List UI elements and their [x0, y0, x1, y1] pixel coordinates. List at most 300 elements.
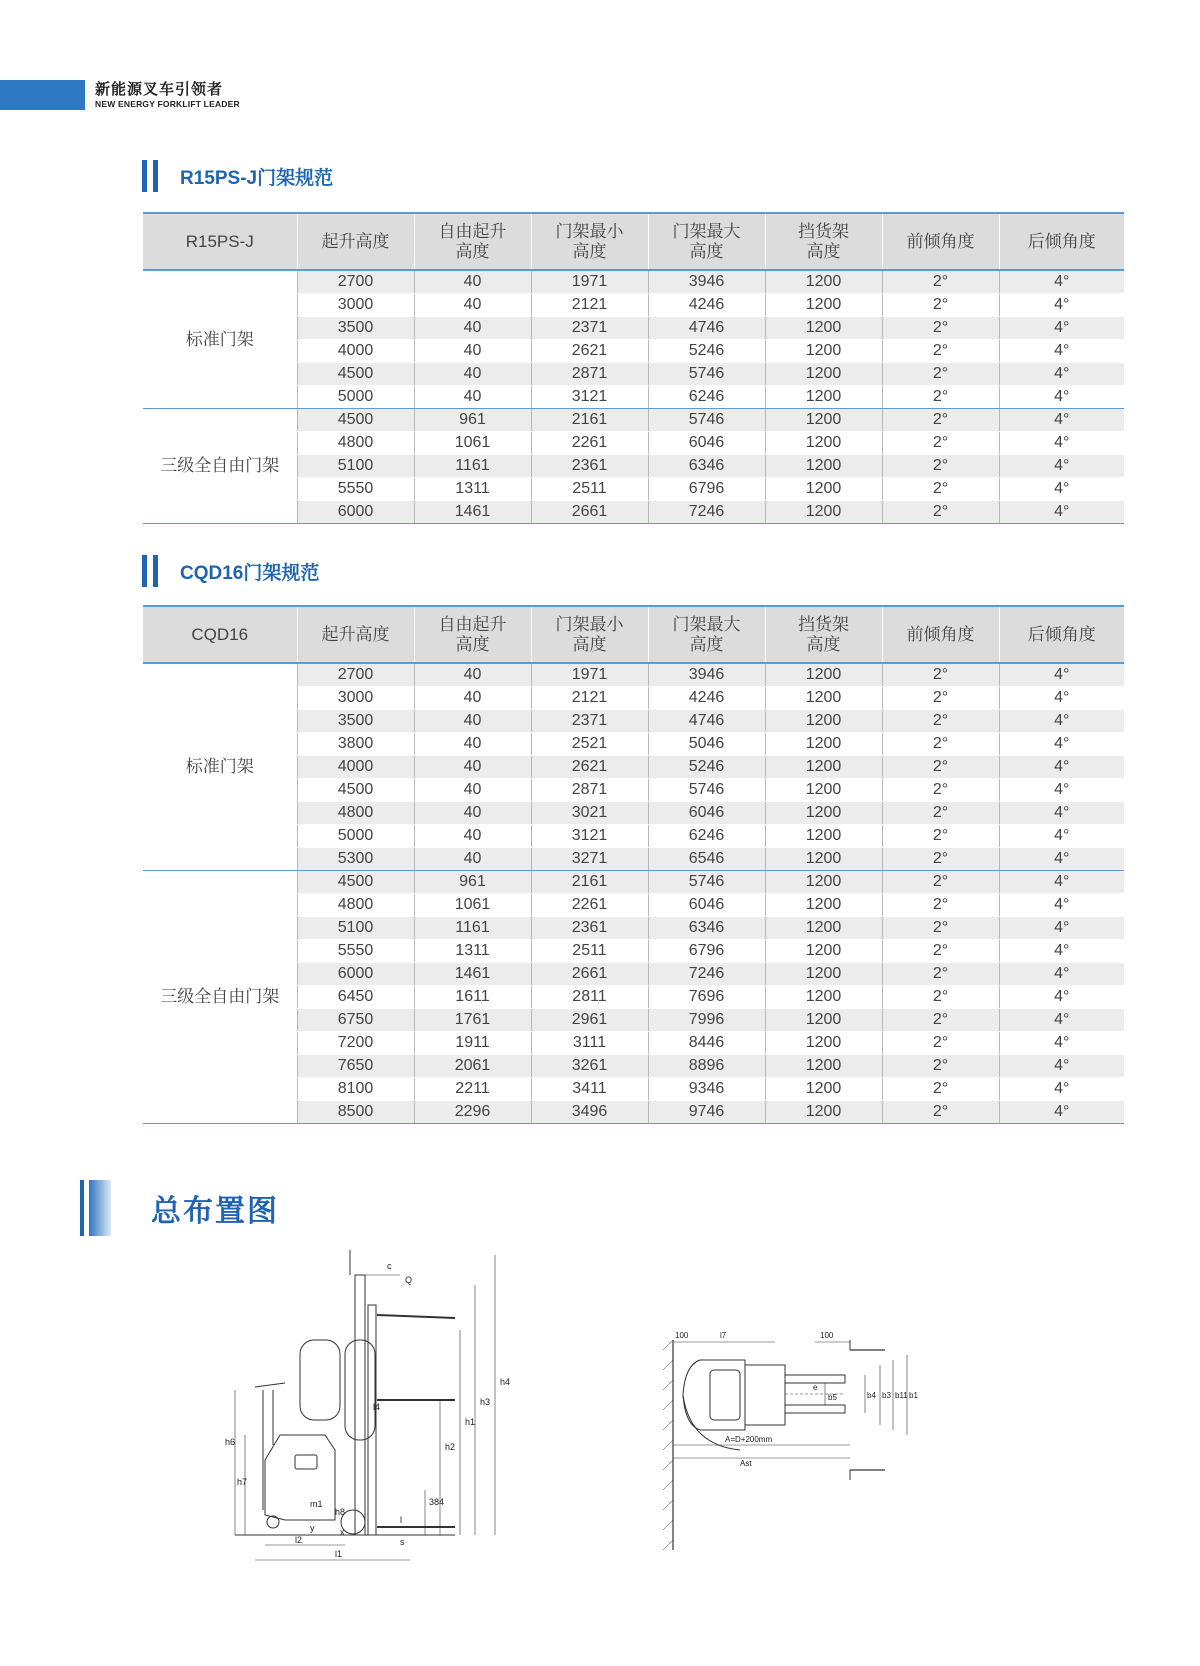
table-cell: 2° — [882, 339, 999, 362]
table-cell: 1200 — [765, 293, 882, 316]
table-cell: 1611 — [414, 985, 531, 1008]
table-cell: 2296 — [414, 1100, 531, 1123]
section-heading-r15ps — [142, 160, 333, 192]
table-cell: 2° — [882, 916, 999, 939]
table-cell: 1200 — [765, 709, 882, 732]
table-cell: 961 — [414, 408, 531, 431]
table-cell: 6046 — [648, 431, 765, 454]
fork-left — [785, 1375, 845, 1383]
label-l4: l4 — [373, 1402, 381, 1412]
table-cell: 4° — [999, 801, 1124, 824]
wall-hatch — [663, 1340, 673, 1550]
table-cell: 2621 — [531, 755, 648, 778]
table-cell: 4° — [999, 431, 1124, 454]
table-cell: 8446 — [648, 1031, 765, 1054]
table-cell: 2511 — [531, 477, 648, 500]
table-cell: 40 — [414, 293, 531, 316]
table-cell: 40 — [414, 801, 531, 824]
column-header: 挡货架 高度 — [765, 606, 882, 663]
column-header: 门架最小 高度 — [531, 606, 648, 663]
label-b11: b11 — [895, 1391, 908, 1400]
table-cell: 2° — [882, 801, 999, 824]
table-cell: 4° — [999, 916, 1124, 939]
table-cell: 2° — [882, 893, 999, 916]
table-cell: 5550 — [297, 477, 414, 500]
table-cell: 4500 — [297, 362, 414, 385]
table-cell: 4° — [999, 1031, 1124, 1054]
table-cell: 2° — [882, 385, 999, 408]
table-cell: 2° — [882, 1031, 999, 1054]
brand-slogan-en: NEW ENERGY FORKLIFT LEADER — [95, 99, 240, 109]
table-cell: 2871 — [531, 778, 648, 801]
table-cell: 40 — [414, 778, 531, 801]
table-cell: 2° — [882, 663, 999, 686]
table-row — [143, 408, 1124, 431]
heading-bars-icon — [80, 1180, 111, 1236]
table-cell: 5746 — [648, 362, 765, 385]
label-l2: l2 — [295, 1535, 303, 1545]
table-cell: 2° — [882, 1077, 999, 1100]
backrest-outline — [345, 1340, 375, 1440]
table-cell: 2371 — [531, 316, 648, 339]
table-cell: 40 — [414, 686, 531, 709]
table-cell: 1200 — [765, 686, 882, 709]
table-cell: 6046 — [648, 893, 765, 916]
table-cell: 40 — [414, 316, 531, 339]
table-cell: 5246 — [648, 339, 765, 362]
label-c: c — [387, 1261, 392, 1271]
table-cell: 5100 — [297, 916, 414, 939]
table-cell: 2371 — [531, 709, 648, 732]
table-cell: 2661 — [531, 962, 648, 985]
label-l1: l1 — [335, 1549, 343, 1559]
table-cell: 3500 — [297, 709, 414, 732]
table-cell: 2° — [882, 1100, 999, 1123]
column-header: 自由起升 高度 — [414, 213, 531, 270]
column-header: 门架最大 高度 — [648, 606, 765, 663]
table-cell: 1200 — [765, 1008, 882, 1031]
table-row — [143, 270, 1124, 293]
table-cell: 1200 — [765, 1031, 882, 1054]
table-cell: 4246 — [648, 293, 765, 316]
label-e: e — [813, 1383, 818, 1392]
operator-compartment — [710, 1370, 740, 1420]
table-cell: 2261 — [531, 893, 648, 916]
table-cell: 6750 — [297, 1008, 414, 1031]
table-cell: 4° — [999, 1100, 1124, 1123]
table-cell: 3946 — [648, 270, 765, 293]
table-cell: 4° — [999, 870, 1124, 893]
table-cell: 4° — [999, 477, 1124, 500]
label-y: y — [310, 1523, 315, 1533]
table-cell: 7996 — [648, 1008, 765, 1031]
table-cell: 4° — [999, 686, 1124, 709]
table-cell: 2061 — [414, 1054, 531, 1077]
table-cell: 1971 — [531, 663, 648, 686]
table-cell: 1200 — [765, 985, 882, 1008]
table-cell: 4° — [999, 709, 1124, 732]
table-cell: 4° — [999, 663, 1124, 686]
table-cell: 1200 — [765, 939, 882, 962]
table-cell: 40 — [414, 847, 531, 870]
table-cell: 2° — [882, 1054, 999, 1077]
table-cell: 5246 — [648, 755, 765, 778]
table-cell: 3500 — [297, 316, 414, 339]
table-cell: 2° — [882, 847, 999, 870]
table-cell: 6246 — [648, 824, 765, 847]
table-cell: 40 — [414, 270, 531, 293]
table-cell: 4° — [999, 732, 1124, 755]
table-cell: 2° — [882, 1008, 999, 1031]
table-cell: 4° — [999, 339, 1124, 362]
table-cell: 2° — [882, 431, 999, 454]
table-cell: 7696 — [648, 985, 765, 1008]
column-header: 前倾角度 — [882, 213, 999, 270]
mast-spec-table-cqd16 — [143, 605, 1124, 1124]
fork-right — [785, 1405, 845, 1413]
table-cell: 4° — [999, 408, 1124, 431]
table-cell: 40 — [414, 709, 531, 732]
table-cell: 1200 — [765, 801, 882, 824]
label-q: Q — [405, 1275, 413, 1285]
label-100-right: 100 — [820, 1331, 834, 1340]
truck-body — [265, 1435, 335, 1520]
table-cell: 4800 — [297, 431, 414, 454]
table-cell: 2° — [882, 477, 999, 500]
table-cell: 4° — [999, 500, 1124, 523]
table-cell: 5550 — [297, 939, 414, 962]
table-cell: 2° — [882, 293, 999, 316]
label-a-dim: A=D+200mm — [725, 1435, 773, 1444]
table-cell: 8500 — [297, 1100, 414, 1123]
table-cell: 2° — [882, 824, 999, 847]
table-cell: 1461 — [414, 962, 531, 985]
table-cell: 7200 — [297, 1031, 414, 1054]
table-cell: 4246 — [648, 686, 765, 709]
table-cell: 1200 — [765, 454, 882, 477]
table-cell: 4° — [999, 316, 1124, 339]
table-cell: 4° — [999, 778, 1124, 801]
table-cell: 4° — [999, 1054, 1124, 1077]
table-cell: 1971 — [531, 270, 648, 293]
table-cell: 2° — [882, 362, 999, 385]
mast-type-cell: 标准门架 — [143, 270, 297, 408]
table-cell: 4500 — [297, 778, 414, 801]
table-cell: 4746 — [648, 316, 765, 339]
column-header: 门架最小 高度 — [531, 213, 648, 270]
table-cell: 1200 — [765, 962, 882, 985]
table-cell: 3946 — [648, 663, 765, 686]
label-h8: h8 — [335, 1507, 346, 1517]
top-view-drawing — [655, 1330, 970, 1560]
table-cell: 8100 — [297, 1077, 414, 1100]
brand-block — [95, 80, 240, 110]
table-cell: 1200 — [765, 663, 882, 686]
table-cell: 8896 — [648, 1054, 765, 1077]
table-cell: 2° — [882, 778, 999, 801]
table-cell: 40 — [414, 663, 531, 686]
table-cell: 3800 — [297, 732, 414, 755]
table-cell: 4° — [999, 985, 1124, 1008]
column-header: 挡货架 高度 — [765, 213, 882, 270]
table-cell: 1200 — [765, 824, 882, 847]
mast-top-view — [745, 1365, 785, 1425]
table-cell: 1200 — [765, 778, 882, 801]
table-cell: 4° — [999, 847, 1124, 870]
table-cell: 2121 — [531, 293, 648, 316]
table-cell: 1200 — [765, 893, 882, 916]
table-cell: 4° — [999, 755, 1124, 778]
table-cell: 7246 — [648, 500, 765, 523]
fork-raised — [377, 1315, 455, 1318]
table-cell: 5000 — [297, 385, 414, 408]
table-cell: 2121 — [531, 686, 648, 709]
table-cell: 1200 — [765, 1054, 882, 1077]
table-cell: 6346 — [648, 916, 765, 939]
table-cell: 40 — [414, 362, 531, 385]
label-s: s — [400, 1537, 405, 1547]
mast-spec-table-r15ps — [143, 212, 1124, 524]
table-cell: 2° — [882, 962, 999, 985]
table-cell: 1200 — [765, 732, 882, 755]
table-cell: 2° — [882, 732, 999, 755]
table-cell: 2621 — [531, 339, 648, 362]
table-cell: 1200 — [765, 339, 882, 362]
table-cell: 3271 — [531, 847, 648, 870]
table-cell: 2361 — [531, 916, 648, 939]
table-cell: 4° — [999, 893, 1124, 916]
label-h4: h4 — [500, 1377, 511, 1387]
table-cell: 2° — [882, 686, 999, 709]
label-h1: h1 — [465, 1417, 476, 1427]
label-h3: h3 — [480, 1397, 491, 1407]
table-cell: 2261 — [531, 431, 648, 454]
column-header: 后倾角度 — [999, 213, 1124, 270]
column-header: 自由起升 高度 — [414, 606, 531, 663]
table-cell: 40 — [414, 755, 531, 778]
table-cell: 7246 — [648, 962, 765, 985]
table-cell: 4000 — [297, 755, 414, 778]
table-cell: 3496 — [531, 1100, 648, 1123]
label-b1: b1 — [909, 1391, 918, 1400]
table-cell: 961 — [414, 870, 531, 893]
table-cell: 1311 — [414, 477, 531, 500]
table-header-row — [143, 606, 1124, 663]
mast — [355, 1275, 365, 1535]
table-cell: 5046 — [648, 732, 765, 755]
handle — [255, 1383, 285, 1387]
side-view-drawing — [225, 1245, 555, 1590]
table-cell: 1200 — [765, 431, 882, 454]
table-cell: 1061 — [414, 431, 531, 454]
label-384: 384 — [429, 1497, 445, 1507]
label-100-left: 100 — [675, 1331, 689, 1340]
label-m1: m1 — [310, 1499, 323, 1509]
table-cell: 4° — [999, 824, 1124, 847]
table-cell: 2° — [882, 408, 999, 431]
table-cell: 4° — [999, 939, 1124, 962]
table-cell: 2° — [882, 270, 999, 293]
label-b3: b3 — [882, 1391, 891, 1400]
table-cell: 5300 — [297, 847, 414, 870]
table-cell: 40 — [414, 385, 531, 408]
table-cell: 1200 — [765, 500, 882, 523]
table-cell: 2° — [882, 985, 999, 1008]
table-cell: 2° — [882, 870, 999, 893]
table-cell: 4° — [999, 385, 1124, 408]
table-cell: 4746 — [648, 709, 765, 732]
table-cell: 4° — [999, 454, 1124, 477]
layout-heading — [80, 1180, 279, 1236]
layout-title: 总布置图 — [151, 1194, 279, 1229]
table-cell: 2871 — [531, 362, 648, 385]
table-cell: 6796 — [648, 939, 765, 962]
column-header: 后倾角度 — [999, 606, 1124, 663]
table-cell: 2° — [882, 939, 999, 962]
table-cell: 5746 — [648, 870, 765, 893]
table-cell: 5000 — [297, 824, 414, 847]
label-b5: b5 — [828, 1393, 837, 1402]
table-cell: 5746 — [648, 778, 765, 801]
table-cell: 1761 — [414, 1008, 531, 1031]
table-cell: 6246 — [648, 385, 765, 408]
table-cell: 4° — [999, 962, 1124, 985]
table-cell: 2161 — [531, 408, 648, 431]
table-cell: 1200 — [765, 916, 882, 939]
brand-color-bar — [0, 80, 85, 110]
table-cell: 4° — [999, 270, 1124, 293]
table-cell: 6450 — [297, 985, 414, 1008]
column-header: 起升高度 — [297, 606, 414, 663]
table-cell: 2700 — [297, 663, 414, 686]
label-b4: b4 — [867, 1391, 876, 1400]
column-header: 起升高度 — [297, 213, 414, 270]
table-cell: 1200 — [765, 316, 882, 339]
table-cell: 4800 — [297, 893, 414, 916]
table-cell: 40 — [414, 732, 531, 755]
column-header: 前倾角度 — [882, 606, 999, 663]
table-cell: 1911 — [414, 1031, 531, 1054]
table-cell: 4° — [999, 362, 1124, 385]
mast-type-cell: 三级全自由门架 — [143, 870, 297, 1123]
table-cell: 2521 — [531, 732, 648, 755]
table-row — [143, 870, 1124, 893]
table-cell: 40 — [414, 824, 531, 847]
backrest-outline — [300, 1340, 340, 1420]
label-l: l — [400, 1515, 402, 1525]
table-cell: 2° — [882, 709, 999, 732]
table-cell: 2° — [882, 316, 999, 339]
table-cell: 2961 — [531, 1008, 648, 1031]
model-header: R15PS-J — [143, 213, 297, 270]
section-title: CQD16门架规范 — [180, 562, 320, 584]
table-cell: 1200 — [765, 1100, 882, 1123]
table-header-row — [143, 213, 1124, 270]
table-cell: 6546 — [648, 847, 765, 870]
label-h6: h6 — [225, 1437, 236, 1447]
table-cell: 1311 — [414, 939, 531, 962]
table-cell: 1200 — [765, 270, 882, 293]
table-cell: 6000 — [297, 500, 414, 523]
table-cell: 3261 — [531, 1054, 648, 1077]
table-cell: 2161 — [531, 870, 648, 893]
table-cell: 6346 — [648, 454, 765, 477]
table-cell: 1461 — [414, 500, 531, 523]
table-cell: 3000 — [297, 293, 414, 316]
table-cell: 40 — [414, 339, 531, 362]
table-cell: 2° — [882, 755, 999, 778]
label-h2: h2 — [445, 1442, 456, 1452]
section-heading-cqd16 — [142, 555, 319, 587]
table-cell: 5746 — [648, 408, 765, 431]
table-cell: 1200 — [765, 408, 882, 431]
table-cell: 1061 — [414, 893, 531, 916]
label-h7: h7 — [237, 1477, 248, 1487]
table-cell: 6046 — [648, 801, 765, 824]
table-cell: 2811 — [531, 985, 648, 1008]
table-cell: 1200 — [765, 385, 882, 408]
body-panel — [295, 1455, 317, 1469]
table-cell: 3021 — [531, 801, 648, 824]
mast-type-cell: 标准门架 — [143, 663, 297, 870]
table-cell: 2211 — [414, 1077, 531, 1100]
table-cell: 6000 — [297, 962, 414, 985]
table-cell: 4500 — [297, 408, 414, 431]
table-cell: 1161 — [414, 916, 531, 939]
mast-type-cell: 三级全自由门架 — [143, 408, 297, 523]
heading-bars-icon — [142, 160, 158, 192]
table-cell: 1200 — [765, 1077, 882, 1100]
table-cell: 2° — [882, 454, 999, 477]
table-cell: 2511 — [531, 939, 648, 962]
table-cell: 6796 — [648, 477, 765, 500]
table-cell: 4° — [999, 293, 1124, 316]
table-cell: 4800 — [297, 801, 414, 824]
table-cell: 4500 — [297, 870, 414, 893]
table-row — [143, 663, 1124, 686]
label-ast: Ast — [740, 1459, 752, 1468]
table-cell: 2° — [882, 500, 999, 523]
section-title: R15PS-J门架规范 — [180, 167, 334, 189]
table-cell: 1200 — [765, 870, 882, 893]
table-cell: 3111 — [531, 1031, 648, 1054]
table-cell: 4000 — [297, 339, 414, 362]
table-cell: 3000 — [297, 686, 414, 709]
label-x: x — [340, 1527, 345, 1537]
table-cell: 9346 — [648, 1077, 765, 1100]
table-cell: 1200 — [765, 847, 882, 870]
table-cell: 7650 — [297, 1054, 414, 1077]
table-cell: 2700 — [297, 270, 414, 293]
table-cell: 1200 — [765, 755, 882, 778]
table-cell: 3121 — [531, 385, 648, 408]
label-l7: l7 — [720, 1331, 727, 1340]
table-cell: 3411 — [531, 1077, 648, 1100]
brand-slogan-cn: 新能源叉车引领者 — [95, 80, 224, 98]
table-cell: 5100 — [297, 454, 414, 477]
table-cell: 4° — [999, 1077, 1124, 1100]
table-cell: 1200 — [765, 477, 882, 500]
table-cell: 3121 — [531, 824, 648, 847]
drive-wheel — [267, 1516, 279, 1528]
table-cell: 9746 — [648, 1100, 765, 1123]
table-cell: 2661 — [531, 500, 648, 523]
heading-bars-icon — [142, 555, 158, 587]
table-cell: 1161 — [414, 454, 531, 477]
column-header: 门架最大 高度 — [648, 213, 765, 270]
model-header: CQD16 — [143, 606, 297, 663]
table-cell: 4° — [999, 1008, 1124, 1031]
